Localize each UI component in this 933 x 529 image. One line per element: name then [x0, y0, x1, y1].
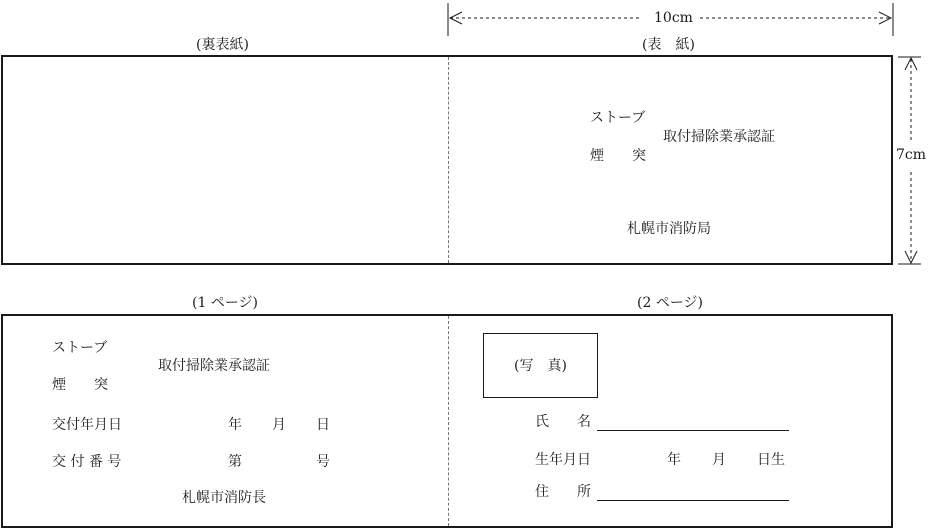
- cover-fold-line: [448, 57, 449, 263]
- pages-fold-line: [448, 316, 449, 526]
- issue-day-unit: 日: [316, 417, 330, 433]
- issue-number-prefix: 第: [228, 454, 242, 470]
- page1-title: 取付掃除業承認証: [158, 358, 270, 374]
- issue-year-unit: 年: [228, 417, 242, 433]
- back-cover-caption: (裏表紙): [196, 37, 249, 53]
- name-label: 氏 名: [535, 414, 591, 430]
- width-dimension-label: 10cm: [654, 10, 693, 26]
- front-cover-caption: (表 紙): [642, 37, 695, 53]
- address-label: 住 所: [535, 484, 591, 500]
- birth-day-unit: 日生: [757, 452, 785, 468]
- issue-date-label: 交付年月日: [52, 417, 122, 433]
- cover-panel: [1, 55, 893, 265]
- pages-panel: [1, 314, 893, 528]
- page1-caption: (1 ページ): [192, 295, 259, 311]
- page1-chimney-text: 煙 突: [52, 377, 108, 393]
- page2-caption: (2 ページ): [637, 295, 704, 311]
- name-field-line: [597, 430, 789, 431]
- issue-month-unit: 月: [272, 417, 286, 433]
- photo-label: (写 真): [514, 358, 567, 374]
- issue-number-suffix: 号: [316, 454, 330, 470]
- birth-month-unit: 月: [712, 452, 726, 468]
- page1-stove-text: ストーブ: [52, 340, 108, 356]
- front-chimney-text: 煙 突: [590, 148, 646, 164]
- birth-year-unit: 年: [667, 452, 681, 468]
- front-stove-text: ストーブ: [590, 110, 646, 126]
- birth-date-label: 生年月日: [535, 452, 591, 468]
- front-issuer: 札幌市消防局: [627, 221, 711, 237]
- page1-issuer: 札幌市消防長: [182, 490, 266, 506]
- issue-number-label: 交 付 番 号: [52, 454, 122, 470]
- front-title: 取付掃除業承認証: [663, 129, 775, 145]
- address-field-line: [597, 500, 789, 501]
- height-dimension-label: 7cm: [896, 147, 927, 163]
